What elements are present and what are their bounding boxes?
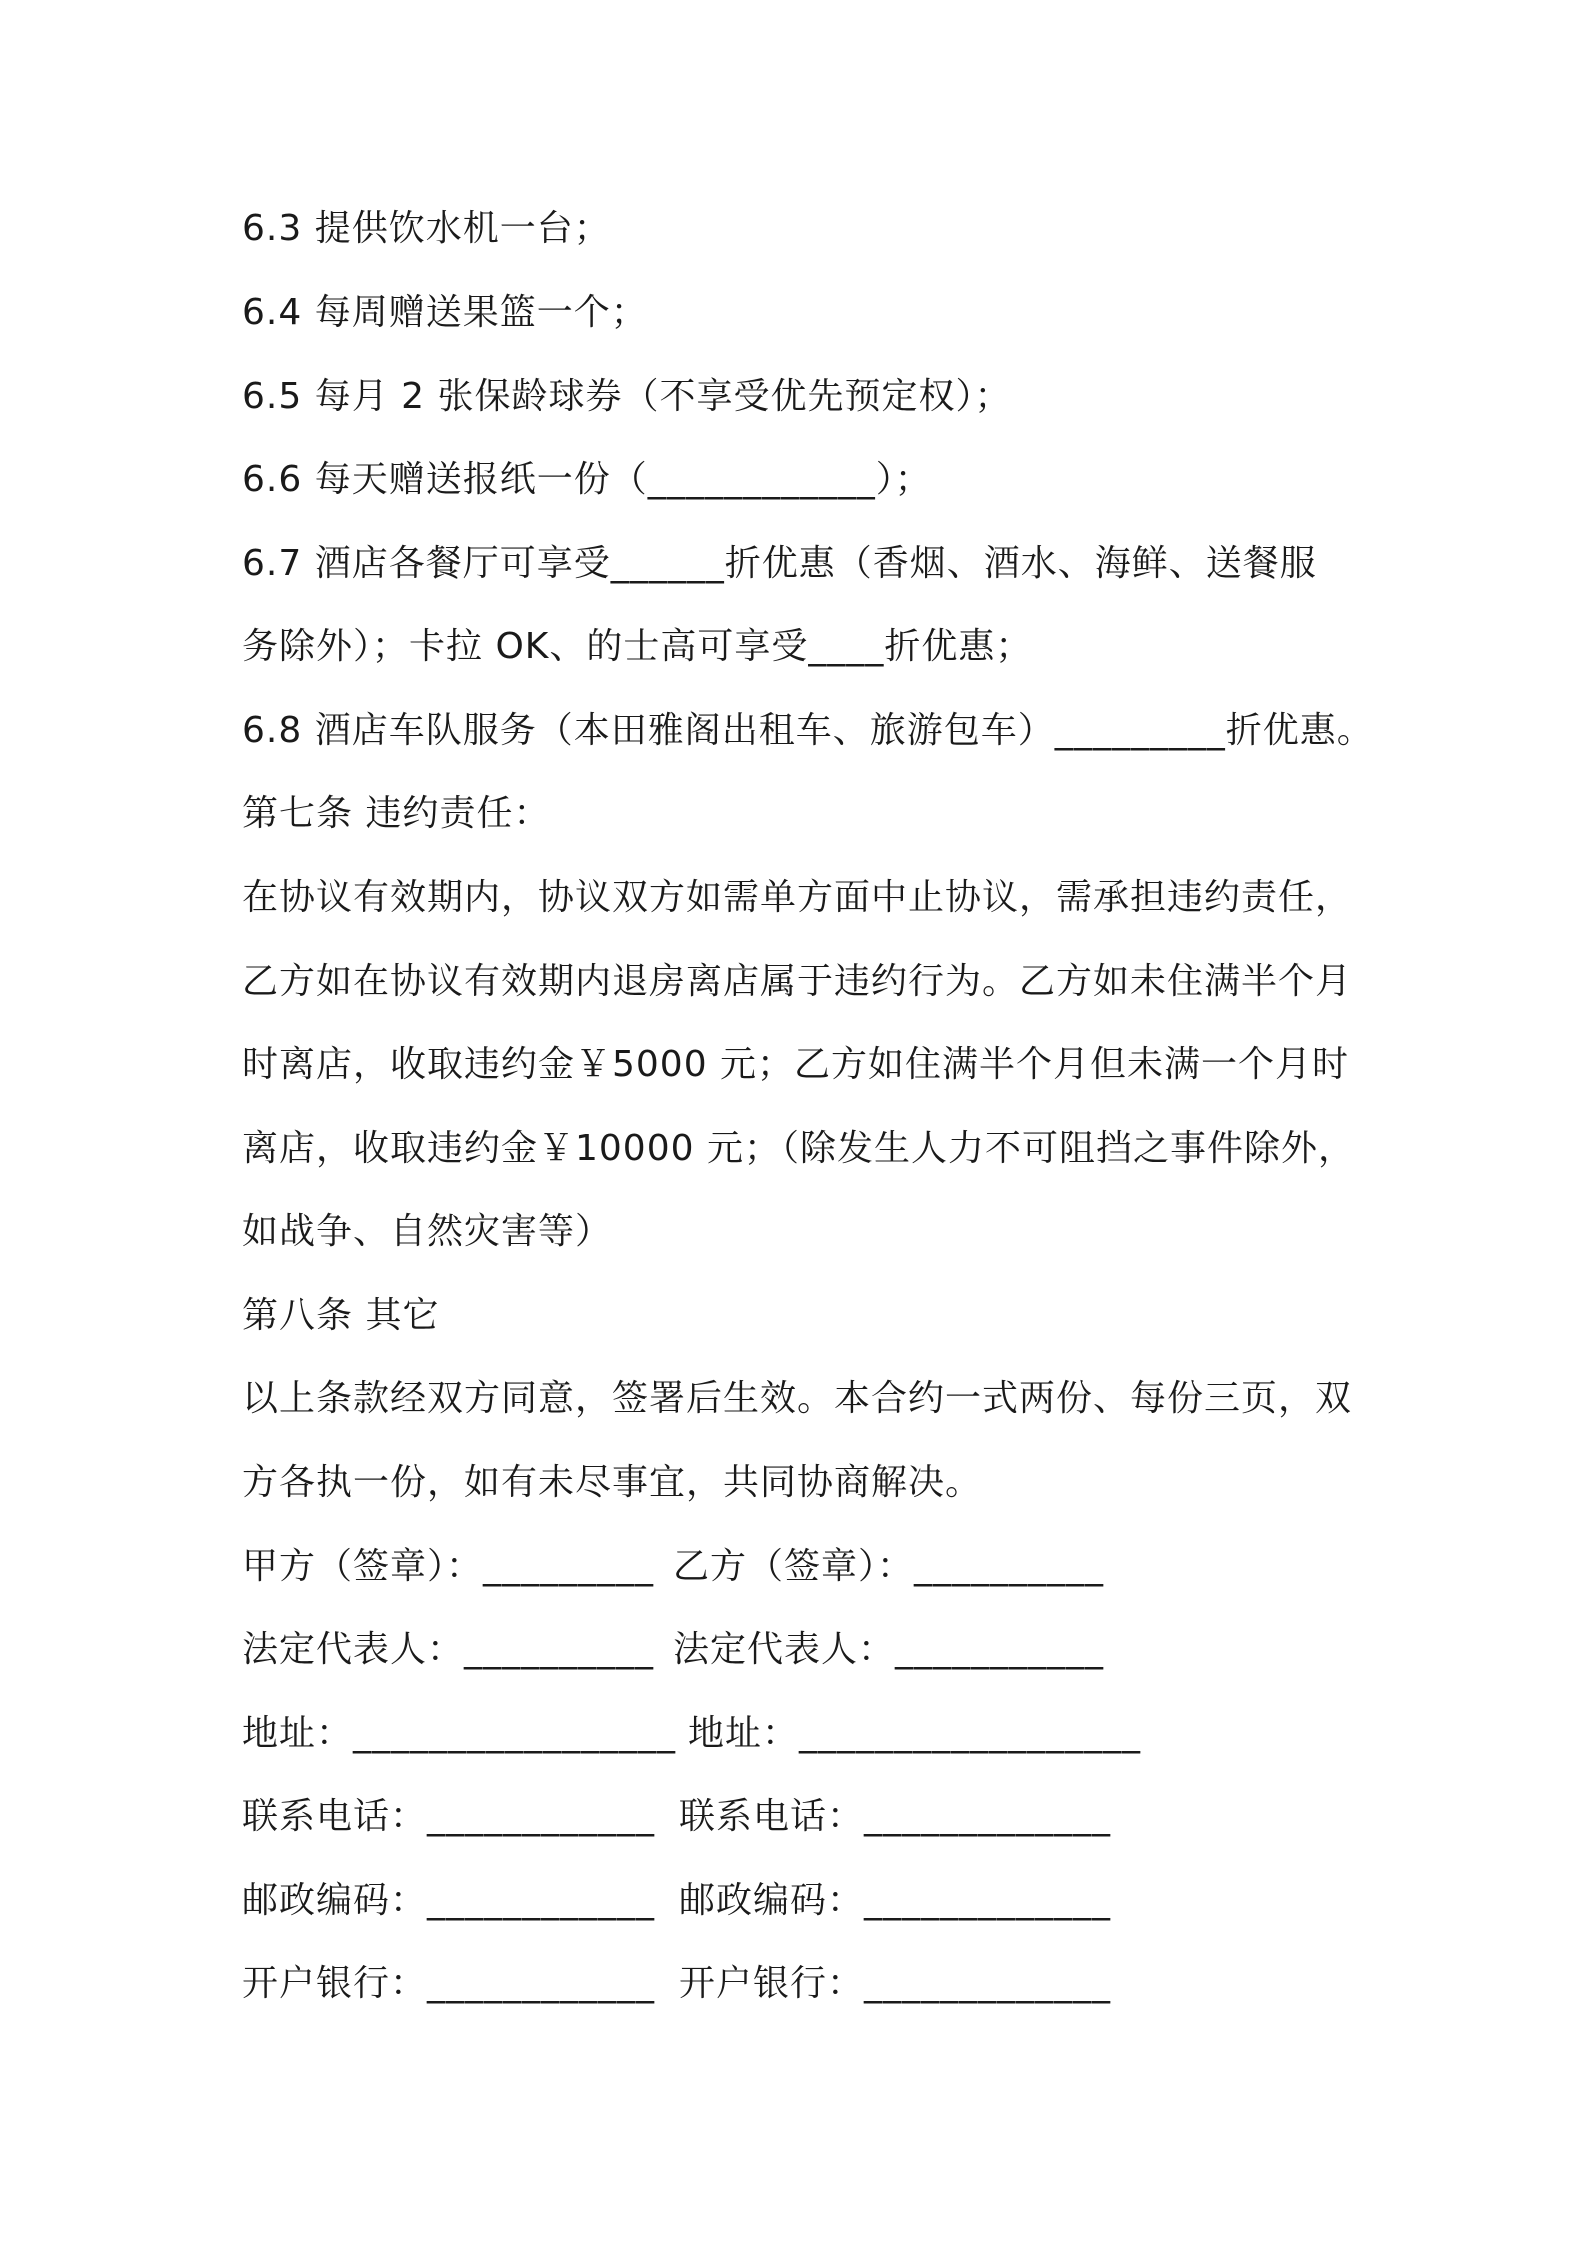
clause-6-4: 6.4 每周赠送果篮一个；: [242, 292, 648, 333]
article-7-text-line-3: 时离店，收取违约金￥5000 元；乙方如住满半个月但未满一个月时: [242, 1044, 1350, 1085]
signature-party-a-postal-code: 邮政编码：____________: [242, 1880, 656, 1921]
article-8-text-line-2: 方各执一份，如有未尽事宜，共同协商解决。: [242, 1462, 983, 1503]
article-7-text-line-5: 如战争、自然灾害等）: [242, 1211, 613, 1252]
clause-6-7-line-2: 务除外）；卡拉 OK、的士高可享受____折优惠；: [242, 626, 1033, 667]
clause-6-8: 6.8 酒店车队服务（本田雅阁出租车、旅游包车）_________折优惠。: [242, 710, 1374, 751]
signature-party-b-postal-code: 邮政编码：_____________: [679, 1880, 1112, 1921]
signature-party-b-representative: 法定代表人：___________: [673, 1629, 1105, 1670]
signature-party-b-address: 地址：__________________: [688, 1713, 1142, 1754]
article-7-text-line-4: 离店，收取违约金￥10000 元；（除发生人力不可阻挡之事件除外，: [242, 1128, 1355, 1169]
signature-party-a-representative: 法定代表人：__________: [242, 1629, 655, 1670]
signature-party-b-seal: 乙方（签章）：__________: [673, 1546, 1105, 1587]
signature-party-a-phone: 联系电话：____________: [242, 1796, 656, 1837]
signature-party-a-address: 地址：_________________: [242, 1713, 677, 1754]
signature-party-a-seal: 甲方（签章）：_________: [242, 1546, 655, 1587]
article-8-text-line-1: 以上条款经双方同意，签署后生效。本合约一式两份、每份三页，双: [242, 1378, 1353, 1419]
signature-party-b-phone: 联系电话：_____________: [679, 1796, 1112, 1837]
article-7-heading: 第七条 违约责任：: [242, 793, 551, 834]
signature-party-a-bank: 开户银行：____________: [242, 1963, 656, 2004]
clause-6-5: 6.5 每月 2 张保龄球券（不享受优先预定权）；: [242, 376, 1012, 417]
article-7-text-line-2: 乙方如在协议有效期内退房离店属于违约行为。乙方如未住满半个月: [242, 961, 1353, 1002]
article-8-heading: 第八条 其它: [242, 1295, 440, 1336]
article-7-text-line-1: 在协议有效期内，协议双方如需单方面中止协议，需承担违约责任，: [242, 877, 1353, 918]
clause-6-7-line-1: 6.7 酒店各餐厅可享受______折优惠（香烟、酒水、海鲜、送餐服: [242, 543, 1317, 584]
signature-party-b-bank: 开户银行：_____________: [679, 1963, 1112, 2004]
clause-6-3: 6.3 提供饮水机一台；: [242, 208, 611, 249]
clause-6-6: 6.6 每天赠送报纸一份（____________）；: [242, 459, 932, 500]
